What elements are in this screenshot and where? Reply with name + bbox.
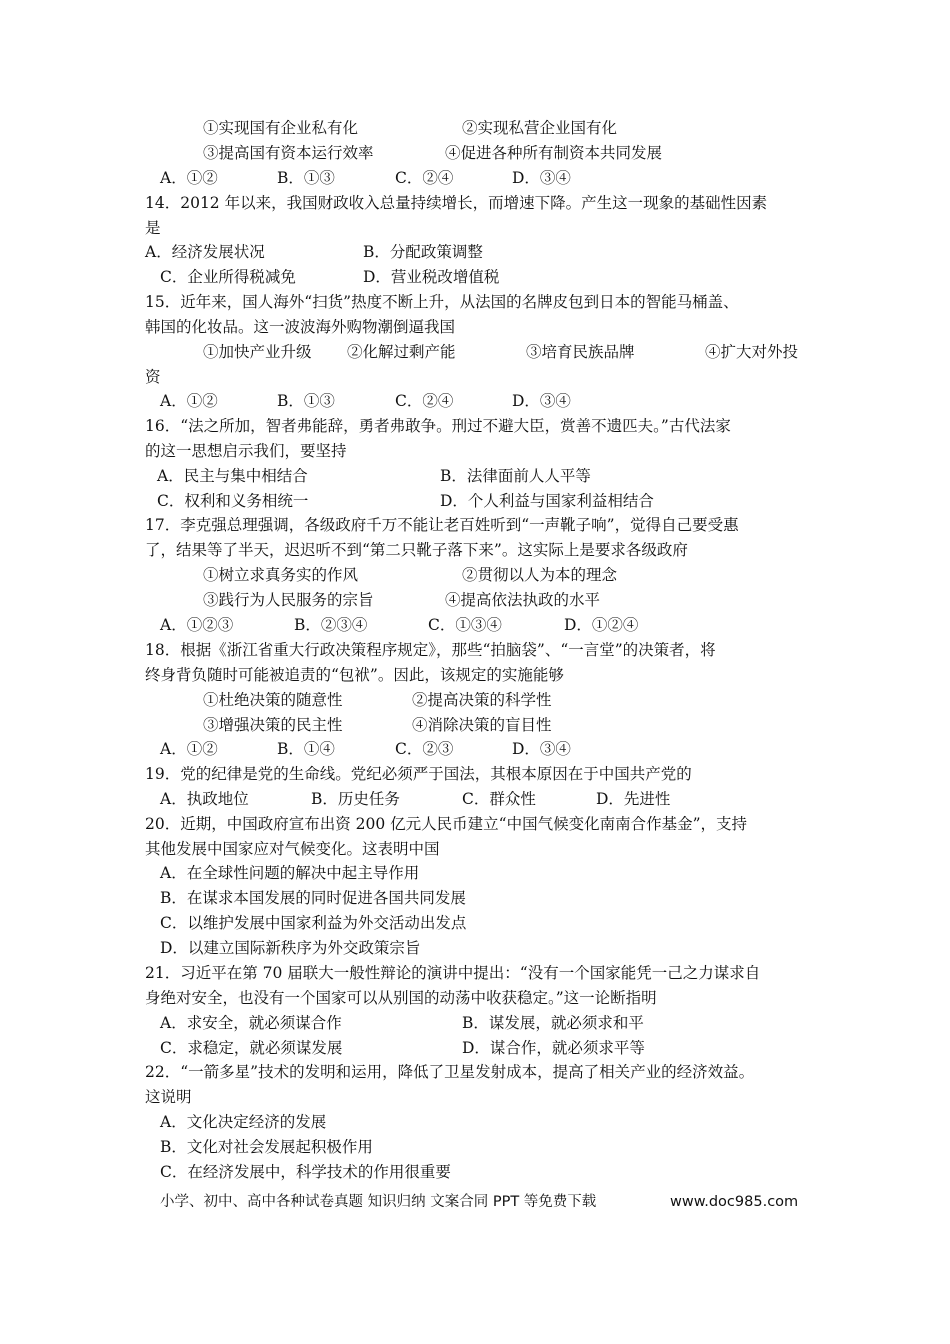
q16-choice-a: A．民主与集中相结合	[157, 467, 308, 485]
q17-option-1: ①树立求真务实的作风	[203, 566, 359, 584]
q18-stem-line-2: 终身背负随时可能被追责的“包袱”。因此，该规定的实施能够	[145, 666, 564, 684]
q18-choice-b: B．①④	[277, 740, 335, 758]
q14-choice-d: D．营业税改增值税	[363, 268, 500, 286]
q14-choice-b: B．分配政策调整	[363, 243, 483, 261]
q15-choice-b: B．①③	[277, 392, 335, 410]
q17-choice-c: C．①③④	[428, 616, 502, 634]
q20-stem-line-2: 其他发展中国家应对气候变化。这表明中国	[145, 840, 440, 858]
q13-option-2: ②实现私营企业国有化	[462, 119, 618, 137]
q16-choice-d: D．个人利益与国家利益相结合	[440, 492, 654, 510]
q19-stem-line-1: 19．党的纪律是党的生命线。党纪必须严于国法，其根本原因在于中国共产党的	[145, 765, 692, 783]
q17-choice-d: D．①②④	[564, 616, 639, 634]
q20-choice-d: D．以建立国际新秩序为外交政策宗旨	[160, 939, 421, 957]
q19-choice-c: C．群众性	[462, 790, 536, 808]
q18-choice-a: A．①②	[160, 740, 218, 758]
q19-choice-a: A．执政地位	[160, 790, 249, 808]
q15-choice-a: A．①②	[160, 392, 218, 410]
q17-choice-b: B．②③④	[294, 616, 368, 634]
q13-choice-c: C．②④	[395, 169, 454, 187]
q17-stem-line-2: 了，结果等了半天，迟迟听不到“第二只靴子落下来”。这实际上是要求各级政府	[145, 541, 688, 559]
q18-option-4: ④消除决策的盲目性	[412, 716, 552, 734]
q15-option-4-wrap: 资	[145, 368, 161, 386]
q17-option-2: ②贯彻以人为本的理念	[462, 566, 618, 584]
q13-option-3: ③提高国有资本运行效率	[203, 144, 374, 162]
q16-stem-line-1: 16．“法之所加，智者弗能辞，勇者弗敢争。刑过不避大臣，赏善不遗匹夫。”古代法家	[145, 417, 731, 435]
q15-choice-c: C．②④	[395, 392, 454, 410]
q20-choice-c: C．以维护发展中国家利益为外交活动出发点	[160, 914, 467, 932]
q15-stem-line-2: 韩国的化妆品。这一波波海外购物潮倒逼我国	[145, 318, 456, 336]
q18-option-2: ②提高决策的科学性	[412, 691, 552, 709]
q20-stem-line-1: 20．近期，中国政府宣布出资 200 亿元人民币建立“中国气候变化南南合作基金”，支持	[145, 815, 748, 833]
q22-choice-c: C．在经济发展中，科学技术的作用很重要	[160, 1163, 451, 1181]
q18-choice-c: C．②③	[395, 740, 454, 758]
q21-choice-c: C．求稳定，就必须谋发展	[160, 1039, 343, 1057]
footer-site-link[interactable]: www.doc985.com	[670, 1194, 799, 1210]
q15-stem-line-1: 15．近年来，国人海外“扫货”热度不断上升，从法国的名牌皮包到日本的智能马桶盖、	[145, 293, 739, 311]
q19-choice-b: B．历史任务	[311, 790, 400, 808]
q13-option-1: ①实现国有企业私有化	[203, 119, 359, 137]
q13-choice-d: D．③④	[512, 169, 571, 187]
q17-choice-a: A．①②③	[160, 616, 234, 634]
q14-stem-line-2: 是	[145, 219, 161, 237]
q18-stem-line-1: 18．根据《浙江省重大行政决策程序规定》，那些“拍脑袋”、“一言堂”的决策者，将	[145, 641, 716, 659]
q16-choice-c: C．权利和义务相统一	[157, 492, 309, 510]
q22-stem-line-1: 22．“一箭多星”技术的发明和运用，降低了卫星发射成本，提高了相关产业的经济效益。	[145, 1063, 755, 1081]
q15-option-1: ①加快产业升级	[203, 343, 312, 361]
q15-option-4: ④扩大对外投	[705, 343, 799, 361]
q19-choice-d: D．先进性	[596, 790, 671, 808]
q14-stem-line-1: 14．2012 年以来，我国财政收入总量持续增长，而增速下降。产生这一现象的基础性因素	[145, 194, 768, 212]
q20-choice-b: B．在谋求本国发展的同时促进各国共同发展	[160, 889, 466, 907]
q22-stem-line-2: 这说明	[145, 1088, 192, 1106]
q15-option-2: ②化解过剩产能	[347, 343, 456, 361]
q18-option-3: ③增强决策的民主性	[203, 716, 343, 734]
q15-option-3: ③培育民族品牌	[526, 343, 635, 361]
q18-choice-d: D．③④	[512, 740, 571, 758]
q13-choice-b: B．①③	[277, 169, 335, 187]
q17-option-3: ③践行为人民服务的宗旨	[203, 591, 374, 609]
q14-choice-c: C．企业所得税减免	[160, 268, 296, 286]
q21-choice-a: A．求安全，就必须谋合作	[160, 1014, 342, 1032]
q18-option-1: ①杜绝决策的随意性	[203, 691, 343, 709]
q21-choice-b: B．谋发展，就必须求和平	[462, 1014, 644, 1032]
q17-option-4: ④提高依法执政的水平	[445, 591, 601, 609]
q14-choice-a: A．经济发展状况	[145, 243, 265, 261]
q15-choice-d: D．③④	[512, 392, 571, 410]
q16-stem-line-2: 的这一思想启示我们，要坚持	[145, 442, 347, 460]
q20-choice-a: A．在全球性问题的解决中起主导作用	[160, 864, 420, 882]
footer-promo-text: 小学、初中、高中各种试卷真题 知识归纳 文案合同 PPT 等免费下载	[160, 1194, 597, 1210]
q22-choice-b: B．文化对社会发展起积极作用	[160, 1138, 373, 1156]
q22-choice-a: A．文化决定经济的发展	[160, 1113, 327, 1131]
q17-stem-line-1: 17．李克强总理强调，各级政府千万不能让老百姓听到“一声靴子响”，觉得自己要受惠	[145, 516, 739, 534]
q13-choice-a: A．①②	[160, 169, 218, 187]
q16-choice-b: B．法律面前人人平等	[440, 467, 591, 485]
q21-stem-line-2: 身绝对安全，也没有一个国家可以从别国的动荡中收获稳定。”这一论断指明	[145, 989, 657, 1007]
q21-choice-d: D．谋合作，就必须求平等	[462, 1039, 645, 1057]
q13-option-4: ④促进各种所有制资本共同发展	[445, 144, 663, 162]
q21-stem-line-1: 21．习近平在第 70 届联大一般性辩论的演讲中提出：“没有一个国家能凭一己之力谋求自	[145, 964, 761, 982]
